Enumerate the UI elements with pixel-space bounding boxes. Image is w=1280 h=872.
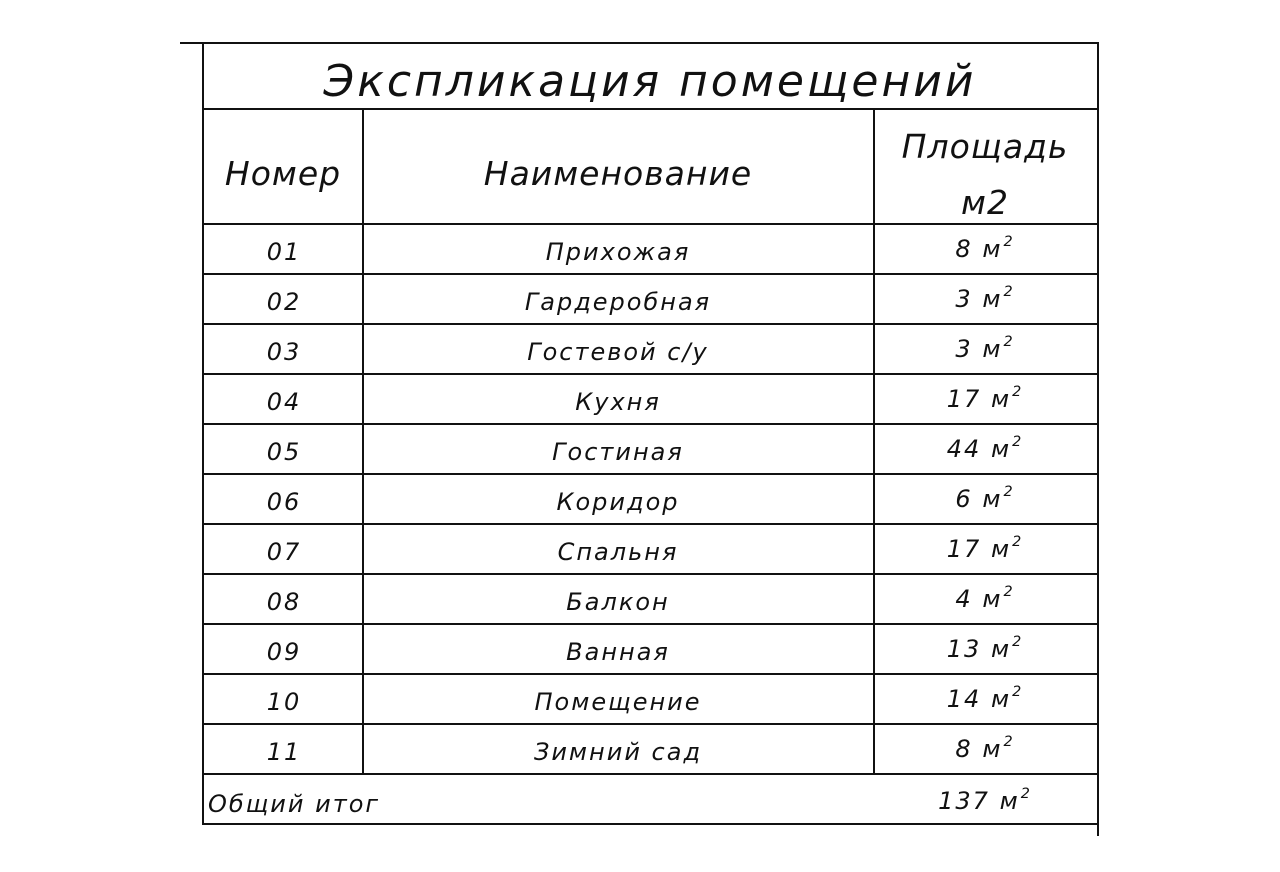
- row-area-unit-power: 2: [1003, 734, 1015, 751]
- row-number: 09: [266, 638, 302, 666]
- row-number: 05: [266, 438, 302, 466]
- row-area-unit: м: [990, 435, 1012, 463]
- row-separator: [202, 423, 1099, 425]
- row-area-unit: м: [990, 535, 1012, 563]
- row-area-unit: м: [982, 335, 1003, 363]
- row-area-value: 17: [946, 385, 982, 413]
- row-number: 01: [266, 238, 302, 266]
- row-separator: [202, 623, 1099, 625]
- row-name: Гостевой с/у: [527, 338, 709, 366]
- row-area-value: 3: [955, 285, 973, 313]
- row-area-unit-power: 2: [1003, 584, 1015, 601]
- row-number: 03: [266, 338, 302, 366]
- row-area-unit: м: [982, 585, 1003, 613]
- row-number: 06: [266, 488, 302, 516]
- row-area: [955, 584, 1015, 613]
- row-name: Зимний сад: [533, 738, 703, 766]
- header-name: Наименование: [483, 154, 753, 193]
- row-separator: [202, 373, 1099, 375]
- row-area: [955, 484, 1015, 513]
- row-area-value: 6: [955, 485, 973, 513]
- row-area: [955, 284, 1015, 313]
- row-area: [946, 684, 1024, 713]
- row-area-unit-power: 2: [1012, 434, 1024, 451]
- total-area-value: 137: [938, 787, 990, 815]
- total-label: Общий итог: [208, 790, 380, 818]
- total-area-unit: м: [999, 787, 1020, 815]
- title-separator: [202, 108, 1099, 110]
- row-area-unit-power: 2: [1003, 234, 1015, 251]
- row-number: 02: [266, 288, 302, 316]
- row-area: [955, 734, 1015, 763]
- row-number: 11: [266, 738, 302, 766]
- row-number: 04: [266, 388, 302, 416]
- row-area-value: 8: [955, 735, 973, 763]
- row-name: Гардеробная: [524, 288, 712, 316]
- row-number: 08: [266, 588, 302, 616]
- header-number: Номер: [224, 154, 342, 193]
- header-separator: [202, 223, 1099, 225]
- row-separator: [202, 273, 1099, 275]
- row-name: Ванная: [566, 638, 670, 666]
- row-area-unit-power: 2: [1003, 284, 1015, 301]
- row-area: [946, 634, 1024, 663]
- row-name: Помещение: [534, 688, 702, 716]
- row-area-value: 17: [946, 535, 982, 563]
- row-separator: [202, 773, 1099, 775]
- row-area-unit: м: [990, 385, 1012, 413]
- row-area-unit: м: [990, 635, 1012, 663]
- total-area: [938, 786, 1032, 815]
- bottom-border: [202, 823, 1099, 825]
- row-area-value: 14: [946, 685, 982, 713]
- row-area: [955, 234, 1015, 263]
- row-area-unit-power: 2: [1012, 384, 1024, 401]
- row-area: [946, 434, 1024, 463]
- row-name: Балкон: [566, 588, 670, 616]
- row-area-unit-power: 2: [1012, 634, 1024, 651]
- row-area-unit: м: [982, 735, 1003, 763]
- row-area-unit: м: [990, 685, 1012, 713]
- row-area-unit: м: [982, 485, 1003, 513]
- row-name: Спальня: [557, 538, 679, 566]
- row-area-unit-power: 2: [1012, 534, 1024, 551]
- row-area-value: 8: [955, 235, 973, 263]
- row-separator: [202, 473, 1099, 475]
- row-separator: [202, 323, 1099, 325]
- row-separator: [202, 573, 1099, 575]
- row-name: Кухня: [575, 388, 661, 416]
- row-area-value: 44: [946, 435, 982, 463]
- row-number: 07: [266, 538, 302, 566]
- total-area-unit-power: 2: [1020, 786, 1032, 803]
- top-border: [180, 42, 1098, 44]
- row-area-unit-power: 2: [1012, 684, 1024, 701]
- row-area-unit: м: [982, 235, 1003, 263]
- header-area-line1: Площадь: [901, 127, 1069, 166]
- row-separator: [202, 673, 1099, 675]
- header-area-line2: м2: [961, 183, 1009, 222]
- row-area-value: 3: [955, 335, 973, 363]
- row-number: 10: [266, 688, 302, 716]
- row-area-value: 13: [946, 635, 982, 663]
- row-name: Коридор: [556, 488, 680, 516]
- row-area-unit-power: 2: [1003, 484, 1015, 501]
- row-separator: [202, 723, 1099, 725]
- row-area-unit: м: [982, 285, 1003, 313]
- row-area: [946, 384, 1024, 413]
- row-name: Гостиная: [552, 438, 684, 466]
- row-area: [946, 534, 1024, 563]
- row-separator: [202, 523, 1099, 525]
- left-border: [202, 42, 204, 825]
- right-border: [1097, 42, 1099, 836]
- row-area: [955, 334, 1015, 363]
- table-title: Экспликация помещений: [323, 56, 977, 107]
- row-area-value: 4: [955, 585, 973, 613]
- row-name: Прихожая: [545, 238, 691, 266]
- row-area-unit-power: 2: [1003, 334, 1015, 351]
